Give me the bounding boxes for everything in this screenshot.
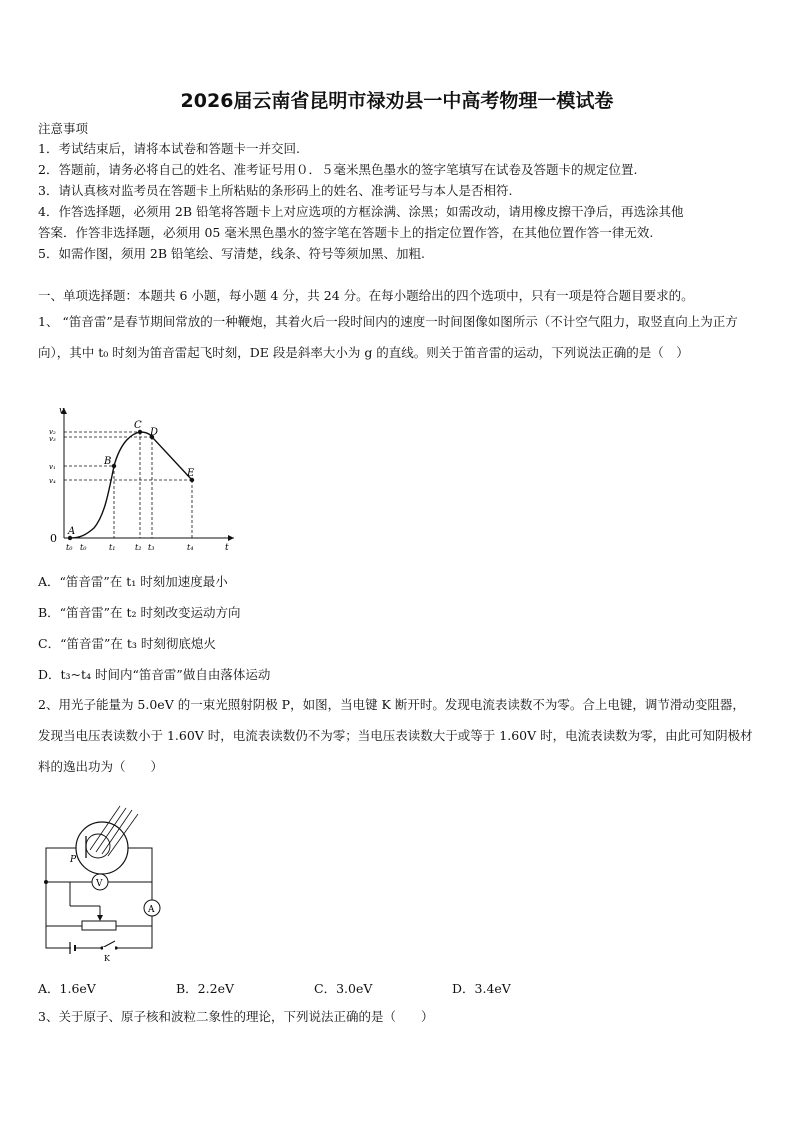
velocity-time-graph bbox=[42, 404, 238, 556]
t1-label: t₁ bbox=[109, 543, 116, 552]
point-c-label: C bbox=[134, 420, 142, 431]
notice-item-2: 2．答题前，请务必将自己的姓名、准考证号用０．５毫米黑色墨水的签字笔填写在试卷及答题卡的规定位置. bbox=[38, 162, 638, 177]
t0-label-1: t₀ bbox=[66, 543, 73, 552]
cathode-p-label: P bbox=[70, 855, 77, 865]
question-2-stem: 2、用光子能量为 5.0eV 的一束光照射阴极 P，如图，当电键 K 断开时。发现电流表读数不为零。合上电键，调节滑动变阻器，发现当电压表读数小于 1.60V 时，电流表读数仍不为零；当电压表读数大于或等于 1.60V 时，电流表读数为零，由此可知阴极材料的逸出功为（ ） bbox=[38, 697, 753, 774]
q2-option-c: C．3.0eV bbox=[314, 981, 373, 996]
t4-label: t₄ bbox=[187, 543, 194, 552]
point-a-label: A bbox=[68, 526, 76, 537]
section-heading: 一、单项选择题：本题共 6 小题，每小题 4 分，共 24 分。在每小题给出的四个选项中，只有一项是符合题目要求的。 bbox=[38, 288, 694, 303]
q1-option-c: C．“笛音雷”在 t₃ 时刻彻底熄火 bbox=[38, 636, 216, 651]
q2-options bbox=[38, 979, 590, 997]
origin-label: 0 bbox=[50, 532, 57, 545]
point-e-label: E bbox=[187, 468, 195, 479]
question-1-stem: 1、 “笛音雷”是春节期间常放的一种鞭炮，其着火后一段时间内的速度一时间图像如图所示（不计空气阻力，取竖直向上为正方向），其中 t₀ 时刻为笛音雷起飞时刻，DE 段是斜率大小为 g 的直线。则关于笛音雷的运动，下列说法正确的是（ ） bbox=[38, 314, 738, 360]
voltmeter-label: V bbox=[96, 879, 103, 889]
v4-label: v₄ bbox=[49, 477, 56, 485]
axis-v-label: v bbox=[59, 406, 65, 416]
t2-label: t₂ bbox=[135, 543, 142, 552]
t0-label-2: t₀ bbox=[80, 543, 87, 552]
notice-item-4-cont: 答案．作答非选择题，必须用 05 毫米黑色墨水的签字笔在答题卡上的指定位置作答，在其他位置作答一律无效. bbox=[38, 225, 654, 240]
point-d-label: D bbox=[150, 427, 159, 438]
v1-label: v₁ bbox=[49, 463, 56, 471]
q1-option-a: A．“笛音雷”在 t₁ 时刻加速度最小 bbox=[38, 574, 228, 589]
notice-item-4: 4．作答选择题，必须用 2B 铅笔将答题卡上对应选项的方框涂满、涂黑；如需改动，请用橡皮擦干净后，再选涂其他 bbox=[38, 204, 684, 219]
notice-item-3: 3．请认真核对监考员在答题卡上所粘贴的条形码上的姓名、准考证号与本人是否相符. bbox=[38, 183, 513, 198]
photoelectric-circuit-diagram bbox=[40, 798, 170, 964]
notice-item-5: 5．如需作图，须用 2B 铅笔绘、写清楚，线条、符号等须加黑、加粗. bbox=[38, 246, 426, 261]
notice-item-1: 1．考试结束后，请将本试卷和答题卡一并交回. bbox=[38, 141, 300, 156]
q1-option-b: B．“笛音雷”在 t₂ 时刻改变运动方向 bbox=[38, 605, 241, 620]
notice-heading: 注意事项 bbox=[38, 121, 89, 136]
q2-option-b: B．2.2eV bbox=[176, 981, 234, 996]
q1-option-d: D．t₃~t₄ 时间内“笛音雷”做自由落体运动 bbox=[38, 667, 271, 682]
v3-label: v₃ bbox=[49, 435, 56, 443]
question-3-stem: 3、关于原子、原子核和波粒二象性的理论，下列说法正确的是（ ） bbox=[38, 1009, 434, 1024]
q2-option-a: A．1.6eV bbox=[38, 981, 96, 996]
v2-label: v₂ bbox=[49, 428, 56, 436]
point-b-label: B bbox=[104, 456, 112, 467]
switch-k-label: K bbox=[104, 954, 110, 963]
axis-t-label: t bbox=[225, 543, 229, 553]
q2-option-d: D．3.4eV bbox=[452, 981, 511, 996]
page-title: 2026届云南省昆明市禄劝县一中高考物理一模试卷 bbox=[180, 90, 614, 112]
ammeter-label: A bbox=[148, 905, 155, 915]
t3-label: t₃ bbox=[148, 543, 155, 552]
